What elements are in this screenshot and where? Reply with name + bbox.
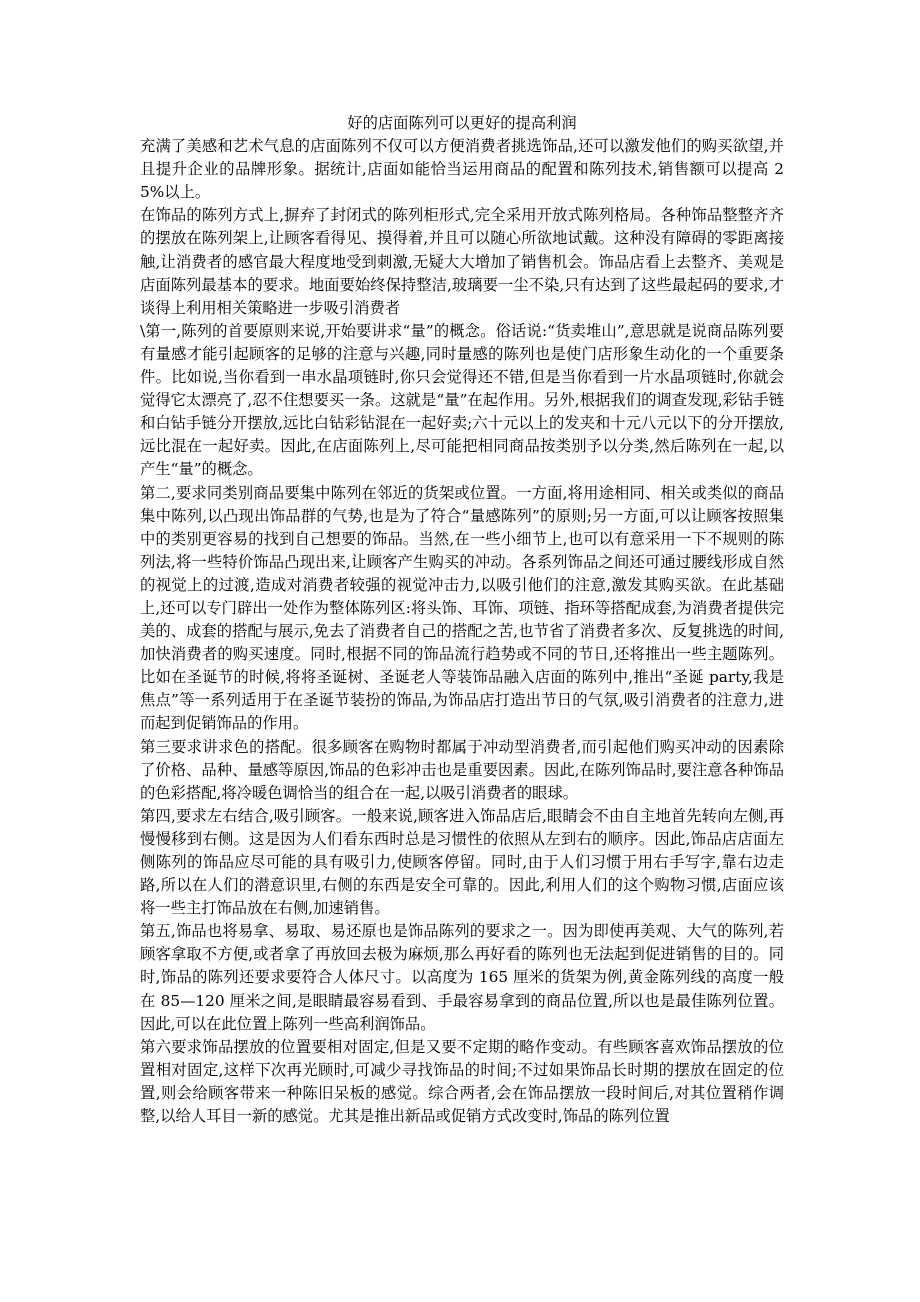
document-page [140, 112, 784, 1128]
paragraph-display-style: 在饰品的陈列方式上,摒弃了封闭式的陈列柜形式,完全采用开放式陈列格局。各种饰品整整齐齐的摆放在陈列架上,让顾客看得见、摸得着,并且可以随心所欲地试戴。这种没有障碍的零距离接触,让消费者的感官最大程度地受到刺激,无疑大大增加了销售机会。饰品店看上去整齐、美观是店面陈列最基本的要求。地面要始终保持整洁,玻璃要一尘不染,只有达到了这些最起码的要求,才谈得上利用相关策略进一步吸引消费者 [140, 206, 784, 317]
paragraph-sixth-principle: 第六要求饰品摆放的位置要相对固定,但是又要不定期的略作变动。有些顾客喜欢饰品摆放的位置相对固定,这样下次再光顾时,可减少寻找饰品的时间;不过如果饰品长时期的摆放在固定的位置,则会给顾客带来一种陈旧呆板的感觉。综合两者,会在饰品摆放一段时间后,对其位置稍作调整,以给人耳目一新的感觉。尤其是推出新品或促销方式改变时,饰品的陈列位置 [140, 1037, 784, 1126]
paragraph-fourth-principle: 第四,要求左右结合,吸引顾客。一般来说,顾客进入饰品店后,眼睛会不由自主地首先转向左侧,再慢慢移到右侧。这是因为人们看东西时总是习惯性的依照从左到右的顺序。因此,饰品店店面左侧陈列的饰品应尽可能的具有吸引力,使顾客停留。同时,由于人们习惯于用右手写字,靠右边走路,所以在人们的潜意识里,右侧的东西是安全可靠的。因此,利用人们的这个购物习惯,店面应该将一些主打饰品放在右侧,加速销售。 [140, 806, 784, 918]
paragraph-fifth-principle: 第五,饰品也将易拿、易取、易还原也是饰品陈列的要求之一。因为即使再美观、大气的陈列,若顾客拿取不方便,或者拿了再放回去极为麻烦,那么再好看的陈列也无法起到促进销售的目的。同时,饰品的陈列还要求要符合人体尺寸。以高度为 165 厘米的货架为例,黄金陈列线的高度一般在 85—120 厘米之间,是眼睛最容易看到、手最容易拿到的商品位置,所以也是最佳陈列位置。因此,可以在此位置上陈列一些高利润饰品。 [140, 922, 784, 1033]
paragraph-second-principle: 第二,要求同类别商品要集中陈列在邻近的货架或位置。一方面,将用途相同、相关或类似的商品集中陈列,以凸现出饰品群的气势,也是为了符合“量感陈列”的原则;另一方面,可以让顾客按照集中的类别更容易的找到自己想要的饰品。当然,在一些小细节上,也可以有意采用一下不规则的陈列法,将一些特价饰品凸现出来,让顾客产生购买的冲动。各系列饰品之间还可通过腰线形成自然的视觉上的过渡,造成对消费者较强的视觉冲击力,以吸引他们的注意,激发其购买欲。在此基础上,还可以专门辟出一处作为整体陈列区:将头饰、耳饰、项链、指环等搭配成套,为消费者提供完美的、成套的搭配与展示,免去了消费者自己的搭配之苦,也节省了消费者多次、反复挑选的时间,加快消费者的购买速度。同时,根据不同的饰品流行趋势或不同的节日,还将推出一些主题陈列。比如在圣诞节的时候,将将圣诞树、圣诞老人等装饰品融入店面的陈列中,推出“圣诞 party,我是焦点”等一系列适用于在圣诞节装扮的饰品,为饰品店打造出节日的气氛,吸引消费者的注意力,进而起到促销饰品的作用。 [140, 483, 784, 733]
paragraph-intro: 充满了美感和艺术气息的店面陈列不仅可以方便消费者挑选饰品,还可以激发他们的购买欲望,并且提升企业的品牌形象。据统计,店面如能恰当运用商品的配置和陈列技术,销售额可以提高 25%以上。 [140, 137, 784, 202]
document-title: 好的店面陈列可以更好的提高利润 [347, 114, 577, 132]
paragraph-first-principle: \第一,陈列的首要原则来说,开始要讲求“量”的概念。俗话说:“货卖堆山”,意思就是说商品陈列要有量感才能引起顾客的足够的注意与兴趣,同时量感的陈列也是使门店形象生动化的一个重要条件。比如说,当你看到一串水晶项链时,你只会觉得还不错,但是当你看到一片水晶项链时,你就会觉得它太漂亮了,忍不住想要买一条。这就是“量”在起作用。另外,根据我们的调查发现,彩钻手链和白钻手链分开摆放,远比白钻彩钻混在一起好卖;六十元以上的发夹和十元八元以下的分开摆放,远比混在一起好卖。因此,在店面陈列上,尽可能把相同商品按类别予以分类,然后陈列在一起,以产生“量”的概念。 [140, 321, 784, 479]
paragraph-third-principle: 第三要求讲求色的搭配。很多顾客在购物时都属于冲动型消费者,而引起他们购买冲动的因素除了价格、品种、量感等原因,饰品的色彩冲击也是重要因素。因此,在陈列饰品时,要注意各种饰品的色彩搭配,将冷暖色调恰当的组合在一起,以吸引消费者的眼球。 [140, 737, 784, 802]
